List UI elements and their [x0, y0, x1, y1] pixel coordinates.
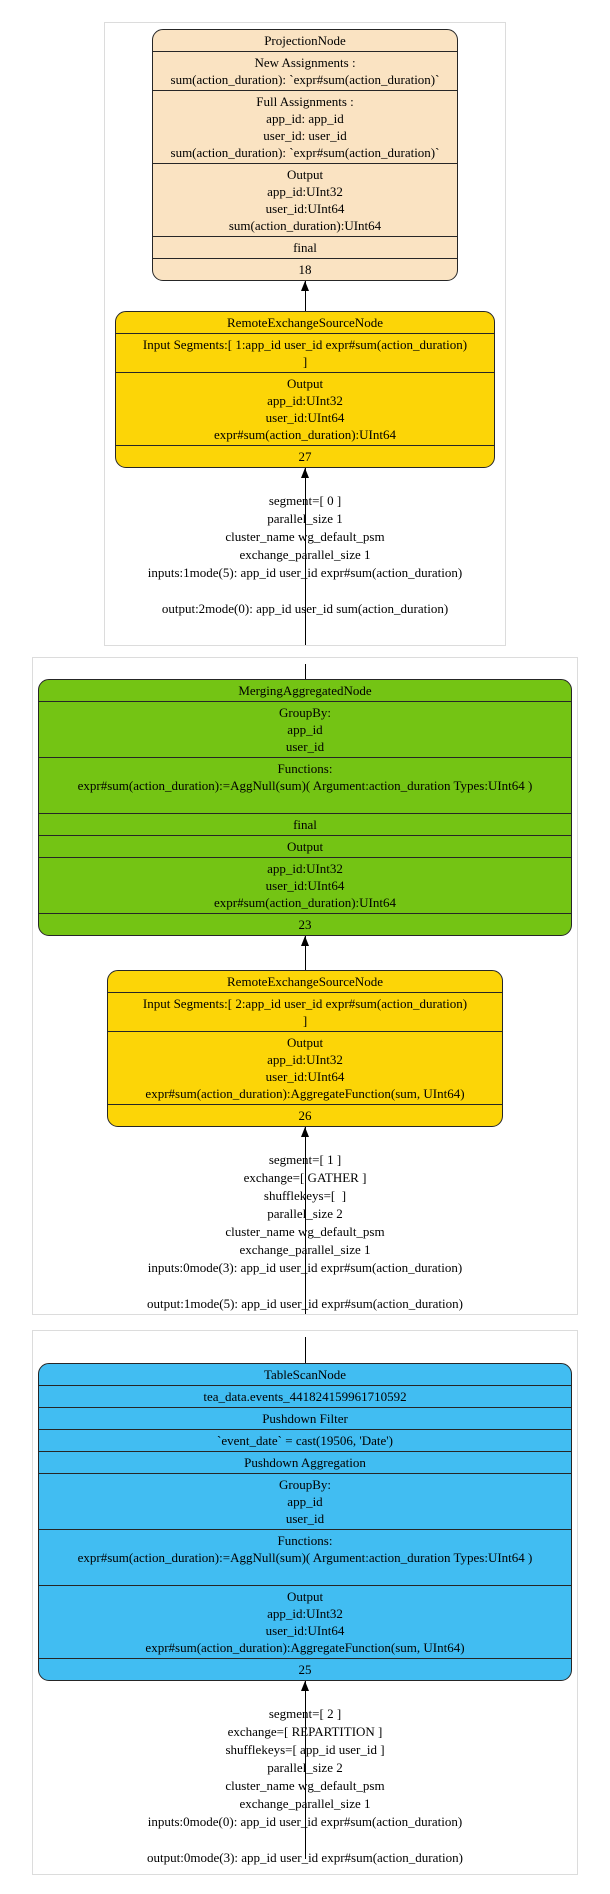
- node-section: [39, 1429, 571, 1451]
- section-line: expr#sum(action_duration):=AggNull(sum)( Argument:action_duration Types:UInt64 ): [77, 778, 533, 793]
- node-section: [39, 757, 571, 813]
- section-line: sum(action_duration):UInt64: [228, 218, 382, 233]
- section-line: Input Segments:[ 2:app_id user_id expr#sum(action_duration): [142, 996, 468, 1011]
- section-line: Functions:: [277, 761, 333, 776]
- edge-label-line: inputs:0mode(3): app_id user_id expr#sum(action_duration): [147, 1260, 463, 1275]
- edge-label-line: [105, 582, 505, 600]
- edge-label-line: cluster_name wg_default_psm: [225, 1778, 385, 1793]
- edge-label-line: exchange_parallel_size 1: [239, 1796, 371, 1811]
- section-line: [47, 794, 563, 811]
- node-section: [108, 1031, 502, 1104]
- node-section: [39, 1585, 571, 1658]
- section-line: app_id:UInt32: [267, 184, 343, 199]
- node-section: [39, 701, 571, 757]
- edge-line: [305, 1337, 306, 1363]
- edge-label-line: exchange_parallel_size 1: [239, 547, 371, 562]
- section-line: sum(action_duration): `expr#sum(action_duration)`: [170, 72, 440, 87]
- edge-label-text: [33, 1151, 577, 1313]
- section-line: ]: [302, 354, 308, 369]
- section-line: Pushdown Filter: [262, 1411, 348, 1426]
- edge-label-line: output:2mode(0): app_id user_id sum(action_duration): [161, 601, 449, 616]
- section-line: user_id: [285, 1511, 325, 1526]
- edge-label-line: exchange=[ REPARTITION ]: [227, 1724, 383, 1739]
- section-line: app_id:UInt32: [267, 1052, 343, 1067]
- edge-connector: [105, 281, 505, 311]
- edge-label-segment-2: [33, 1681, 577, 1874]
- node-section: [153, 258, 457, 280]
- edge-label-segment-1: [33, 1127, 577, 1314]
- section-line: user_id:UInt64: [265, 201, 345, 216]
- remote-exchange-source-node-2: [107, 970, 503, 1127]
- edge-label-line: exchange_parallel_size 1: [239, 1242, 371, 1257]
- section-line: sum(action_duration): `expr#sum(action_duration)`: [170, 145, 440, 160]
- edge-label-line: parallel_size 1: [267, 511, 343, 526]
- section-line: Full Assignments :: [256, 94, 354, 109]
- node-section: [39, 1473, 571, 1529]
- section-line: final: [293, 817, 317, 832]
- edge-stub: [33, 664, 577, 679]
- section-line: expr#sum(action_duration):AggregateFunction(sum, UInt64): [145, 1640, 465, 1655]
- node-section: [39, 1385, 571, 1407]
- section-line: [47, 1566, 563, 1583]
- edge-label-text: [33, 1705, 577, 1867]
- node-section: [153, 163, 457, 236]
- edge-label-line: cluster_name wg_default_psm: [225, 1224, 385, 1239]
- section-line: app_id: [287, 722, 323, 737]
- node-title: RemoteExchangeSourceNode: [227, 315, 383, 330]
- edge-label-line: shufflekeys=[ ]: [263, 1188, 347, 1203]
- section-line: `event_date` = cast(19506, 'Date'): [217, 1433, 393, 1448]
- section-line: expr#sum(action_duration):UInt64: [214, 895, 396, 910]
- plan-cluster-middle: [32, 657, 578, 1315]
- node-title-section: [108, 971, 502, 992]
- node-title: MergingAggregatedNode: [238, 683, 372, 698]
- up-arrowhead-icon: [301, 1127, 309, 1137]
- up-arrowhead-icon: [301, 281, 309, 291]
- section-line: ]: [302, 1013, 308, 1028]
- node-section: [39, 857, 571, 913]
- node-section: [153, 51, 457, 90]
- section-line: app_id:UInt32: [267, 393, 343, 408]
- up-arrowhead-icon: [301, 468, 309, 478]
- node-section: [153, 236, 457, 258]
- up-arrowhead-icon: [301, 1681, 309, 1691]
- edge-label-line: cluster_name wg_default_psm: [225, 529, 385, 544]
- node-title-section: [116, 312, 494, 333]
- up-arrowhead-icon: [301, 936, 309, 946]
- section-line: user_id:UInt64: [265, 410, 345, 425]
- edge-label-line: segment=[ 0 ]: [268, 493, 342, 508]
- section-line: app_id:UInt32: [267, 861, 343, 876]
- section-line: user_id:UInt64: [265, 1623, 345, 1638]
- section-line: GroupBy:: [279, 705, 331, 720]
- projection-node: [152, 29, 458, 281]
- section-line: user_id: user_id: [263, 128, 347, 143]
- edge-label-line: [33, 1277, 577, 1295]
- edge-line: [305, 664, 306, 679]
- node-section: [39, 913, 571, 935]
- section-line: user_id:UInt64: [265, 878, 345, 893]
- edge-label-line: parallel_size 2: [267, 1760, 343, 1775]
- plan-cluster-top: [104, 22, 506, 646]
- node-section: [108, 1104, 502, 1126]
- edge-label-line: output:1mode(5): app_id user_id expr#sum(action_duration): [147, 1296, 463, 1311]
- node-title: TableScanNode: [263, 1367, 347, 1382]
- section-line: user_id: [285, 739, 325, 754]
- section-line: Output: [286, 839, 324, 854]
- node-section: [116, 445, 494, 467]
- edge-label-line: inputs:0mode(0): app_id user_id expr#sum(action_duration): [147, 1814, 463, 1829]
- section-line: expr#sum(action_duration):UInt64: [214, 427, 396, 442]
- section-line: 23: [298, 917, 312, 932]
- section-line: app_id: app_id: [266, 111, 344, 126]
- edge-label-line: segment=[ 1 ]: [268, 1152, 342, 1167]
- section-line: user_id:UInt64: [265, 1069, 345, 1084]
- node-title-section: [153, 30, 457, 51]
- edge-label-line: parallel_size 2: [267, 1206, 343, 1221]
- edge-label-text: [105, 492, 505, 618]
- node-section: [39, 835, 571, 857]
- node-section: [39, 813, 571, 835]
- edge-label-line: output:0mode(3): app_id user_id expr#sum(action_duration): [147, 1850, 463, 1865]
- merging-aggregated-node: [38, 679, 572, 936]
- section-line: Pushdown Aggregation: [244, 1455, 366, 1470]
- edge-label-line: shufflekeys=[ app_id user_id ]: [225, 1742, 385, 1757]
- node-title-section: [39, 680, 571, 701]
- section-line: app_id:UInt32: [267, 1606, 343, 1621]
- section-line: expr#sum(action_duration):=AggNull(sum)( Argument:action_duration Types:UInt64 ): [77, 1550, 533, 1565]
- section-line: tea_data.events_441824159961710592: [203, 1389, 407, 1404]
- node-section: [116, 372, 494, 445]
- section-line: 27: [298, 449, 312, 464]
- section-line: Input Segments:[ 1:app_id user_id expr#sum(action_duration): [142, 337, 468, 352]
- node-section: [153, 90, 457, 163]
- node-section: [116, 333, 494, 372]
- node-title-section: [39, 1364, 571, 1385]
- section-line: 18: [298, 262, 312, 277]
- edge-label-line: inputs:1mode(5): app_id user_id expr#sum(action_duration): [147, 565, 463, 580]
- section-line: 26: [298, 1108, 312, 1123]
- section-line: GroupBy:: [279, 1477, 331, 1492]
- section-line: Functions:: [277, 1533, 333, 1548]
- section-line: Output: [286, 376, 324, 391]
- edge-label-line: exchange=[ GATHER ]: [243, 1170, 367, 1185]
- node-title: ProjectionNode: [264, 33, 346, 48]
- remote-exchange-source-node-1: [115, 311, 495, 468]
- node-section: [39, 1658, 571, 1680]
- edge-label-line: segment=[ 2 ]: [268, 1706, 342, 1721]
- edge-stub: [33, 1337, 577, 1363]
- section-line: New Assignments :: [254, 55, 356, 70]
- node-section: [39, 1529, 571, 1585]
- node-section: [108, 992, 502, 1031]
- node-title: RemoteExchangeSourceNode: [227, 974, 383, 989]
- edge-label-line: [33, 1831, 577, 1849]
- edge-connector: [33, 936, 577, 970]
- node-section: [39, 1407, 571, 1429]
- section-line: final: [293, 240, 317, 255]
- section-line: Output: [286, 1589, 324, 1604]
- section-line: Output: [286, 167, 324, 182]
- section-line: Output: [286, 1035, 324, 1050]
- section-line: 25: [298, 1662, 312, 1677]
- section-line: expr#sum(action_duration):AggregateFunction(sum, UInt64): [145, 1086, 465, 1101]
- section-line: app_id: [287, 1494, 323, 1509]
- table-scan-node: [38, 1363, 572, 1681]
- edge-label-segment-0: [105, 468, 505, 645]
- node-section: [39, 1451, 571, 1473]
- plan-cluster-bottom: [32, 1330, 578, 1875]
